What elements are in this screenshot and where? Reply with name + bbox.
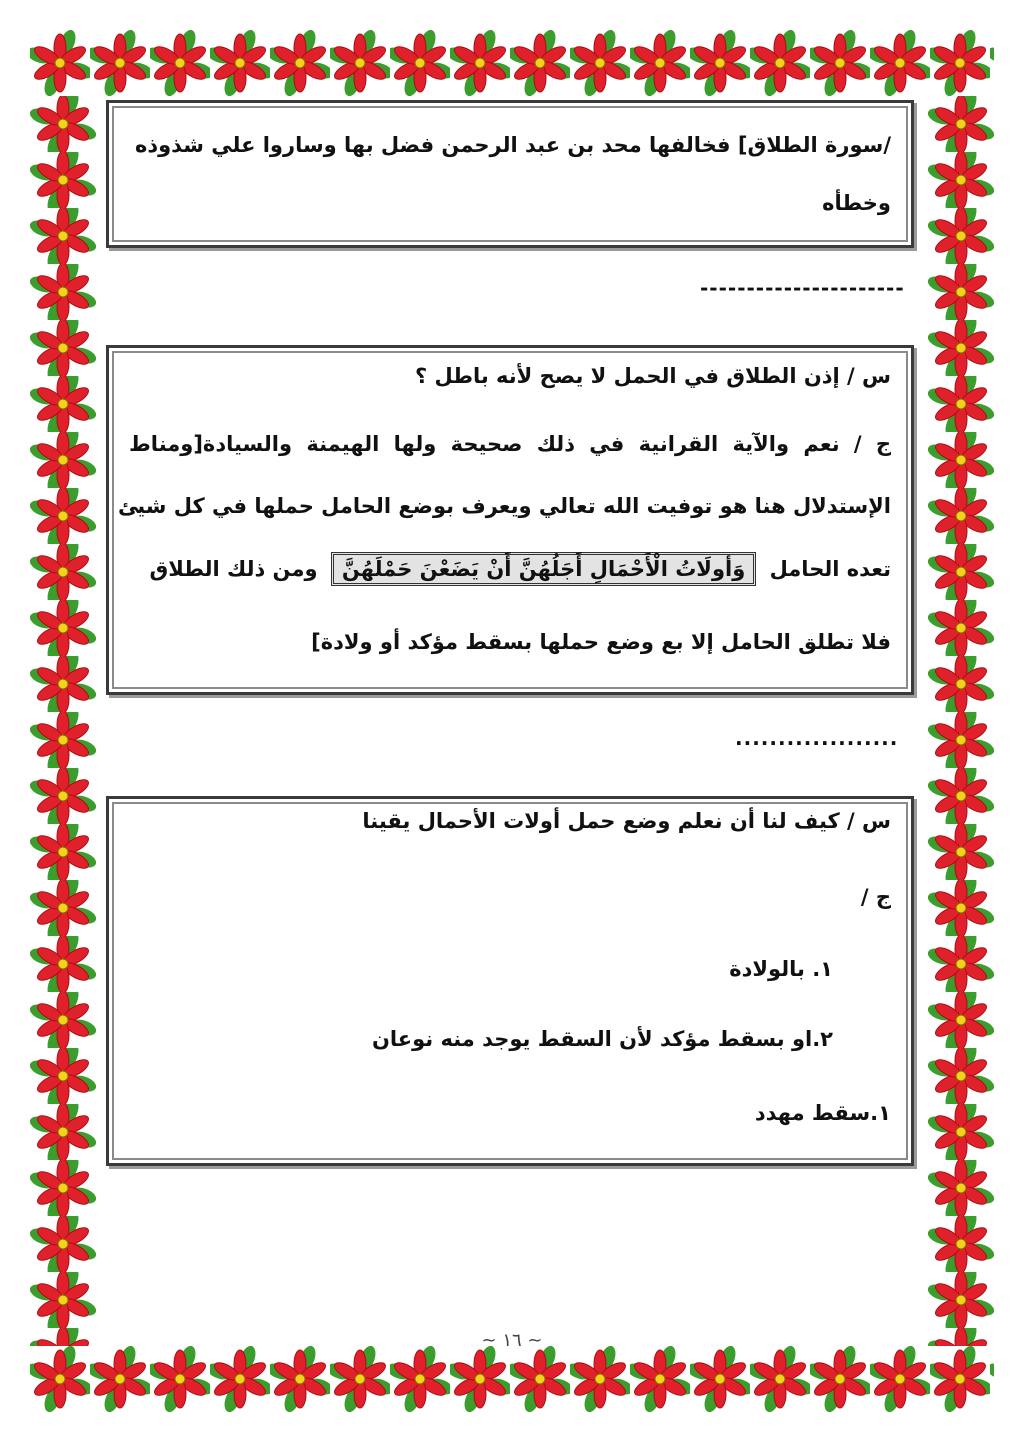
decorative-border-left — [30, 96, 96, 1346]
question-box-2 — [106, 345, 914, 695]
question-2: س / إذن الطلاق في الحمل لا يصح لأنه باطل ؟ — [414, 364, 891, 388]
box1-line-1: /سورة الطلاق] فخالفها محد بن عبد الرحمن فضل بها وساروا علي شذوذه — [134, 133, 891, 157]
quran-verse: وَأولَاتُ الْأَحْمَالِ أَجَلُهُنَّ أَنْ يَضَعْنَ حَمْلَهُنَّ — [331, 552, 756, 586]
decorative-border-top — [30, 30, 994, 96]
separator-dashes: ---------------------- — [700, 276, 905, 300]
answer-3-item-1: ١. بالولادة — [729, 957, 833, 981]
separator-dots: ................... — [735, 726, 899, 750]
question-3: س / كيف لنا أن نعلم وضع حمل أولات الأحمال يقينا — [362, 809, 891, 833]
box1-line-2: وخطأه — [822, 191, 891, 215]
decorative-border-right — [928, 96, 994, 1346]
answer-2-line-1: ج / نعم والآية القرانية في ذلك صحيحة ولها الهيمنة والسيادة[ومناط — [129, 432, 891, 456]
answer-2-line-3-end: ومن ذلك الطلاق — [149, 557, 318, 581]
answer-2-line-3 — [129, 552, 891, 586]
answer-3-item-2: ٢.او بسقط مؤكد لأن السقط يوجد منه نوعان — [371, 1027, 833, 1051]
page-number: ~ ١٦ ~ — [481, 1330, 543, 1351]
answer-3-label: ج / — [860, 885, 891, 909]
question-box-3 — [106, 796, 914, 1166]
text-box-1 — [106, 100, 914, 248]
answer-2-line-3-start: تعده الحامل — [769, 557, 891, 581]
answer-2-line-2: الإستدلال هنا هو توفيت الله تعالي ويعرف بوضع الحامل حملها في كل شيئ — [117, 494, 891, 518]
decorative-border-bottom — [30, 1346, 994, 1412]
answer-3-item-3: ١.سقط مهدد — [754, 1101, 891, 1125]
answer-2-line-4: فلا تطلق الحامل إلا بع وضع حملها بسقط مؤكد أو ولادة] — [311, 630, 891, 654]
